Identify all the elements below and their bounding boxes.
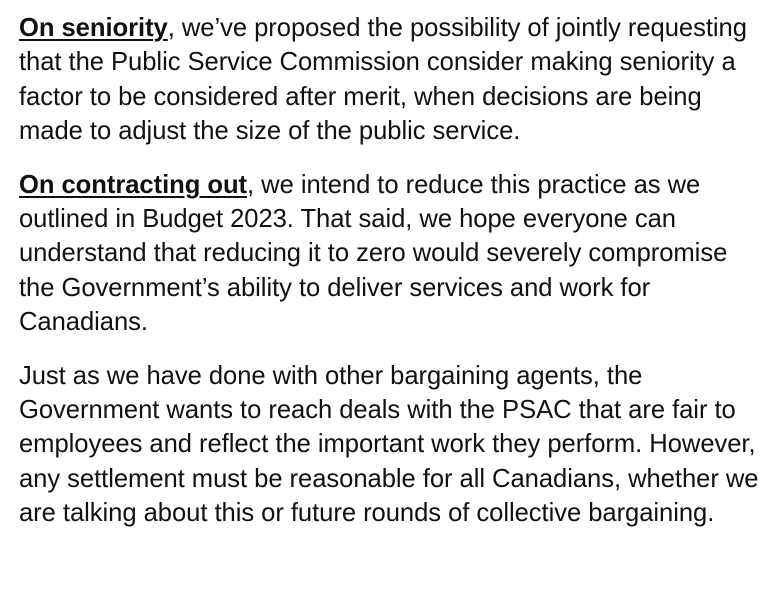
paragraph-bargaining-text: Just as we have done with other bargaining agents, the Government wants to reach deals with the PSAC that are fair to employees and reflect the important work they perform. However, any settlement must be reasonable for all Canadians, whether we are talking about this or future rounds of collective bargaining.: [19, 361, 759, 528]
paragraph-contracting-out-text: , we intend to reduce this practice as we outlined in Budget 2023. That said, we hope everyone can understand that reducing it to zero would severely compromise the Government’s ability to deliver services and work for Canadians.: [19, 170, 728, 337]
heading-seniority: On seniority: [19, 14, 168, 42]
heading-contracting-out: On contracting out: [19, 170, 248, 199]
paragraph-contracting-out: [19, 168, 767, 340]
paragraph-bargaining: [19, 359, 767, 531]
paragraph-seniority: [19, 11, 767, 149]
paragraph-seniority-text: , we’ve proposed the possibility of jointly requesting that the Public Service Commission consider making seniority a factor to be considered after merit, when decisions are being made to adjust the size of the public service.: [19, 14, 747, 146]
document-body: [19, 11, 767, 550]
